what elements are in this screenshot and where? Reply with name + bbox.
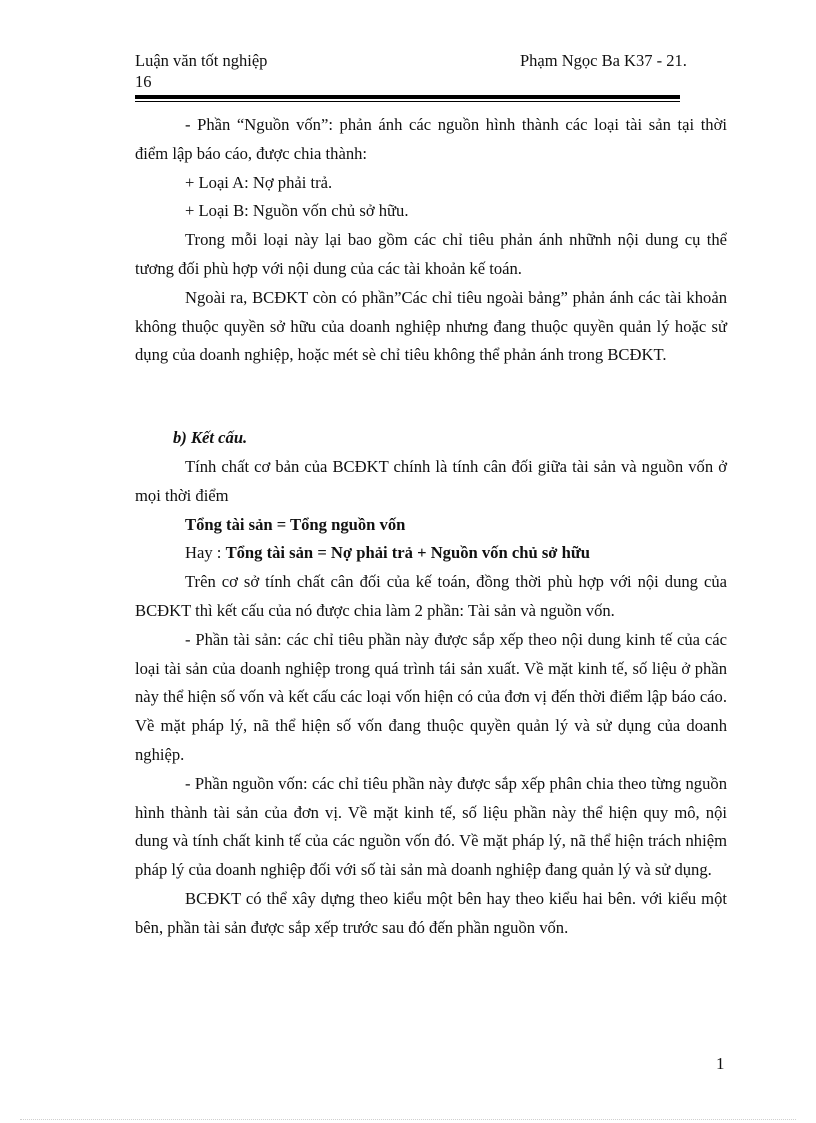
paragraph-nguon-von: - Phần “Nguồn vốn”: phản ánh các nguồn hình thành các loại tài sản tại thời điểm lập báo cáo, được chia thành: (135, 115, 727, 163)
paragraph-ngoai-bang: Ngoài ra, BCĐKT còn có phần”Các chỉ tiêu ngoài bảng” phản ánh các tài khoản không thuộc quyền sở hữu của doanh nghiệp nhưng đang thuộc quyền quản lý hoặc sử dụng của doanh nghiệp, hoặc mét sè chỉ tiêu không thể phản ánh trong BCĐKT. (135, 287, 727, 365)
paragraph-tinh-can-doi: Tính chất cơ bản của BCĐKT chính là tính cân đối giữa tài sản và nguồn vốn ở mọi thời điểm (135, 456, 727, 505)
header-rule-thin (135, 101, 680, 102)
paragraph-phan-tai-san: - Phần tài sản: các chỉ tiêu phần này được sắp xếp theo nội dung kinh tế của các loại tài sản của doanh nghiệp trong quá trình tái sản xuất. Về mặt kinh tế, số liệu ở phần này thể hiện số vốn và kết cấu các loại vốn hiện có của đơn vị đến thời điểm lập báo cáo. Về mặt pháp lý, nã thể hiện số vốn đang thuộc quyền quản lý và sử dụng của doanh nghiệp. (135, 629, 727, 764)
paragraph-kieu-mot-ben: BCĐKT có thể xây dựng theo kiểu một bên hay theo kiểu hai bên. với kiểu một bên, phần tài sản được sắp xếp trước sau đó đến phần nguồn vốn. (135, 888, 727, 937)
paragraph-phan-nguon-von: - Phần nguồn vốn: các chỉ tiêu phần này được sắp xếp phân chia theo từng nguồn hình thành tài sản của đơn vị. Về mặt kinh tế, số liệu phần này thể hiện quy mô, nội dung và tính chất kinh tế của các nguồn vốn đó. Về mặt pháp lý, nã thể hiện trách nhiệm pháp lý của doanh nghiệp đối với số tài sản mà doanh nghiệp đang quản lý và sử dụng. (135, 773, 727, 880)
document-body (135, 111, 727, 943)
header-rule-thick (135, 95, 680, 99)
header-page-number: 16 (135, 72, 152, 91)
paragraph-ket-cau: Trên cơ sở tính chất cân đối của kế toán, đồng thời phù hợp với nội dung của BCĐKT thì kết cấu của nó được chia làm 2 phần: Tài sản và nguồn vốn. (135, 572, 727, 620)
equation-prefix: Hay : (185, 543, 226, 563)
page-bottom-dotted-border (20, 1119, 796, 1120)
footer-page-number: 1 (716, 1054, 725, 1073)
equation-expanded: Tổng tài sản = Nợ phải trả + Nguồn vốn chủ sở hữu (225, 543, 591, 563)
list-item-loai-a: + Loại A: Nợ phải trả. (185, 172, 333, 192)
header-author: Phạm Ngọc Ba K37 - 21. (520, 51, 687, 70)
equation-tong-tai-san: Tổng tài sản = Tổng nguồn vốn (185, 514, 406, 534)
section-heading-ket-cau: b) Kết cấu. (173, 428, 248, 448)
header-thesis-label: Luận văn tốt nghiệp (135, 51, 268, 70)
paragraph-chi-tieu: Trong mỗi loại này lại bao gồm các chỉ tiêu phản ánh nhữnh nội dung cụ thể tương đối phù hợp với nội dung của các tài khoản kế toán. (135, 230, 727, 278)
list-item-loai-b: + Loại B: Nguồn vốn chủ sở hữu. (185, 201, 409, 221)
equation-hay-line (135, 539, 727, 568)
